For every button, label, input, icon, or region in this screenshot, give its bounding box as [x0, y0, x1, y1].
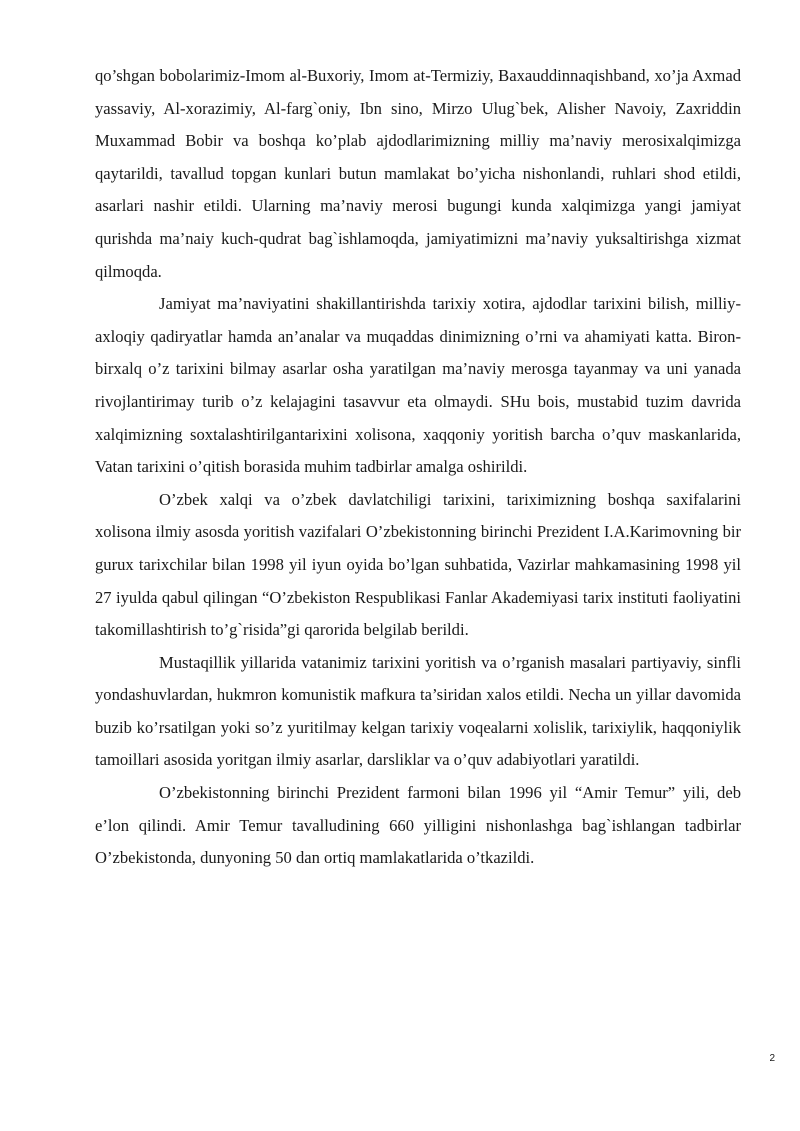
paragraph-5: O’zbekistonning birinchi Prezident farmoni bilan 1996 yil “Amir Temur” yili, deb e’lon qilindi. Amir Temur tavalludining 660 yilligini nishonlashga bag`ishlangan tadbirlar O’zbekistonda, dunyoning 50 dan ortiq mamlakatlarida o’tkazildi. — [95, 783, 741, 868]
paragraph-1: qo’shgan bobolarimiz-Imom al-Buxoriy, Imom at-Termiziy, Baxauddinnaqishband, xo’ja Axmad yassaviy, Al-xorazimiy, Al-farg`oniy, Ibn sino, Mirzo Ulug`bek, Alisher Navoiy, Zaxriddin Muxammad Bobir va boshqa ko’plab ajdodlarimizning milliy ma’naviy merosixalqimizga qaytarildi, tavallud topgan kunlari butun mamlakat bo’yicha nishonlandi, ruhlari shod etildi, asarlari nashir etildi. Ularning ma’naviy merosi bugungi kunda xalqimizga yangi jamiyat qurishda ma’naiy kuch-qudrat bag`ishlamoqda, jamiyatimizni ma’naviy yuksaltirishga xizmat qilmoqda. — [95, 66, 741, 281]
paragraph-3: O’zbek xalqi va o’zbek davlatchiligi tarixini, tariximizning boshqa saxifalarini xolisona ilmiy asosda yoritish vazifalari O’zbekistonning birinchi Prezident I.A.Karimovning bir gurux tarixchilar bilan 1998 yil iyun oyida bo’lgan suhbatida, Vazirlar mahkamasining 1998 yil 27 iyulda qabul qilingan “O’zbekiston Respublikasi Fanlar Akademiyasi tarix instituti faoliyatini takomillashtirish to’g`risida”gi qarorida belgilab berildi. — [95, 489, 741, 640]
paragraph-2: Jamiyat ma’naviyatini shakillantirishda tarixiy xotira, ajdodlar tarixini bilish, milliy-axloqiy qadiryatlar hamda an’analar va muqaddas dinimizning o’rni va ahamiyati katta. Biron-birxalq o’z tarixini bilmay asarlar osha yaratilgan ma’naviy merosga tayanmay va uni yanada rivojlantirimay turib o’z kelajagini tasavvur eta olmaydi. SHu bois, mustabid tuzim davrida xalqimizning soxtalashtirilgantarixini xolisona, xaqqoniy yoritish barcha o’quv maskanlarida, Vatan tarixini o’qitish borasida muhim tadbirlar amalga oshirildi. — [95, 294, 741, 477]
paragraph-4: Mustaqillik yillarida vatanimiz tarixini yoritish va o’rganish masalari partiyaviy, sinfli yondashuvlardan, hukmron komunistik mafkura ta’siridan xalos etildi. Necha un yillar davomida buzib ko’rsatilgan yoki so’z yuritilmay kelgan tarixiy voqealarni xolislik, tarixiylik, haqqoniylik tamoillari asosida yoritgan ilmiy asarlar, darsliklar va o’quv adabiyotlari yaratildi. — [95, 652, 741, 770]
page-number: 2 — [769, 1053, 775, 1064]
body-text — [95, 60, 741, 875]
